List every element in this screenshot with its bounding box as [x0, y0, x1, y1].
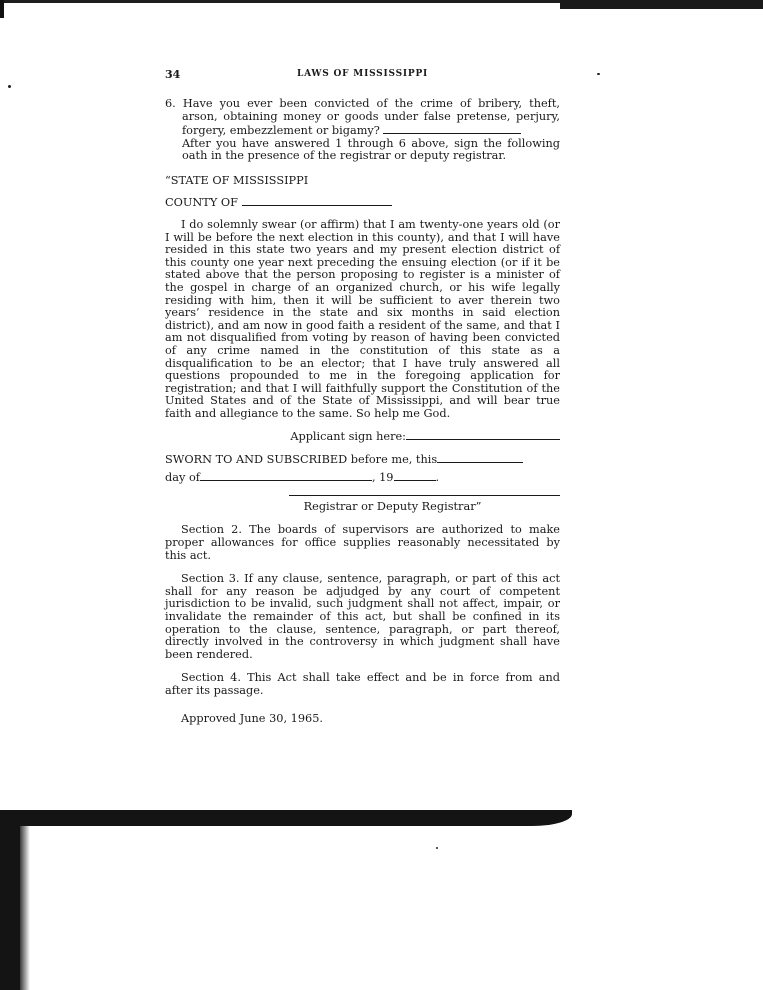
- state-heading: “STATE OF MISSISSIPPI: [165, 173, 309, 187]
- question-6-text: 6. Have you ever been convicted of the crime of bribery, theft, arson, obtaining money or goods under false pretense, perjury, forgery, embezzlement or bigamy?: [165, 97, 560, 138]
- month-blank: [200, 470, 372, 481]
- sworn-day-blank: [437, 452, 523, 463]
- year-prefix: , 19: [371, 471, 394, 485]
- scan-top-shadow: [560, 0, 763, 9]
- scan-left-shadow: [0, 822, 20, 990]
- section-4: Section 4. This Act shall take effect and be in force from and after its passage.: [165, 671, 560, 697]
- document-page: [165, 68, 560, 725]
- scan-speck: [597, 73, 600, 75]
- question-6-instruction: After you have answered 1 through 6 above, sign the following oath in the presence of the registrar or deputy registrar.: [182, 136, 560, 163]
- approval-date: Approved June 30, 1965.: [181, 711, 323, 725]
- year-blank: [394, 470, 436, 481]
- applicant-signature-blank: [406, 429, 560, 440]
- question-6: [165, 98, 560, 138]
- question-6-answer-blank: [383, 123, 521, 134]
- sworn-line: [165, 452, 560, 466]
- page-number: 34: [165, 68, 181, 81]
- section-3: Section 3. If any clause, sentence, paragraph, or part of this act shall for any reason be adjudged by any court of competent jurisdiction to be invalid, such judgment shall not affect, impair, or invalidate the remainder of this act, but shall be confined in its operation to the clause, sentence, paragraph, or part thereof, directly involved in the controversy in which judgment shall have been rendered.: [165, 572, 560, 661]
- applicant-sign-label: Applicant sign here:: [290, 430, 406, 444]
- scan-bottom-shadow: [0, 810, 572, 826]
- scan-speck: [436, 847, 438, 849]
- scan-corner-mark: [0, 0, 4, 18]
- section-2: Section 2. The boards of supervisors are authorized to make proper allowances for office supplies reasonably necessitated by this act.: [165, 523, 560, 562]
- scan-left-gradient: [20, 826, 30, 990]
- scan-speck: [8, 85, 11, 88]
- day-label: day of: [165, 471, 200, 485]
- oath-text: I do solemnly swear (or affirm) that I am twenty-one years old (or I will be before the next election in this county), and that I will have resided in this state two years and my present election district of this county one year next preceding the ensuing election (or if it be stated above that the person proposing to register is a minister of the gospel in charge of an organized church, or his wife legally residing with him, then it will be sufficient to aver therein two years’ residence in the state and six months in said election district), and am now in good faith a resident of the same, and that I am not disqualified from voting by reason of having been convicted of any crime named in the constitution of this state as a disqualification to be an elector; that I have truly answered all questions propounded to me in the foregoing application for registration; and that I will faithfully support the Constitution of the United States and of the State of Mississippi, and will bear true faith and allegiance to the same. So help me God.: [165, 217, 560, 420]
- registrar-label: Registrar or Deputy Registrar”: [303, 500, 482, 514]
- running-header: [165, 68, 560, 86]
- county-line: [165, 195, 560, 209]
- registrar-signature-rule: [289, 495, 560, 496]
- day-line: [165, 470, 560, 484]
- running-title: LAWS OF MISSISSIPPI: [296, 69, 429, 79]
- applicant-sign-line: [165, 429, 560, 443]
- year-suffix: .: [435, 471, 440, 485]
- county-blank: [242, 195, 392, 206]
- county-label: COUNTY OF: [165, 195, 238, 209]
- sworn-label: SWORN TO AND SUBSCRIBED before me, this: [165, 453, 438, 467]
